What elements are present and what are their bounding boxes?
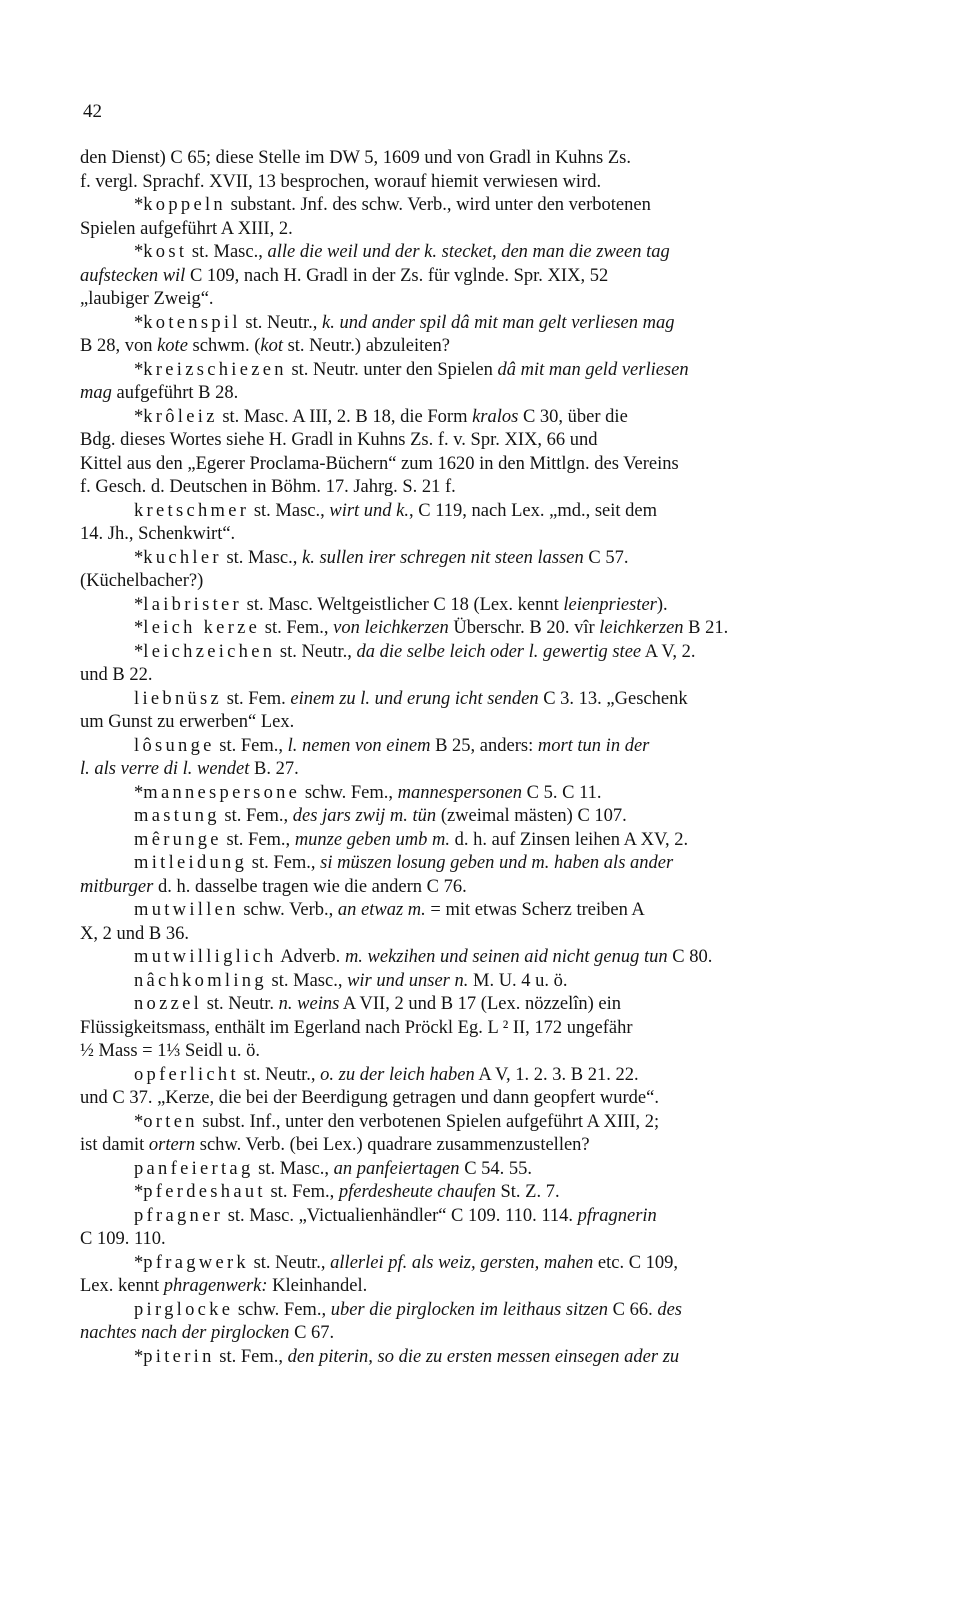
text-run: (Küchelbacher?) — [80, 571, 204, 591]
quotation-text: l. nemen von einem — [287, 735, 431, 756]
text-line — [80, 876, 868, 900]
text-run: st. Fem., — [265, 1182, 339, 1202]
headword: kreizschiezen — [143, 359, 287, 380]
text-run: st. Masc., — [249, 500, 330, 521]
text-run: C 54. 55. — [459, 1158, 533, 1179]
text-run: = mit etwas Scherz treiben A — [425, 900, 645, 920]
text-line — [80, 335, 868, 359]
headword: mutwillen — [134, 900, 239, 920]
text-run: den Dienst) C 65; diese Stelle im DW 5, 1609 und von Gradl in Kuhns Zs. — [80, 148, 632, 168]
text-run: st. Fem., — [214, 735, 288, 756]
text-run: * — [134, 641, 144, 662]
text-line — [80, 1017, 868, 1041]
text-line-content — [80, 664, 152, 688]
text-line — [134, 1111, 868, 1135]
text-run: subst. Inf., unter den verbotenen Spielen aufgeführt A XIII, 2; — [197, 1111, 660, 1132]
text-line-content — [80, 1134, 590, 1158]
text-line — [134, 1205, 868, 1229]
text-run: * — [134, 782, 144, 803]
text-run: Spielen aufgeführt A XIII, 2. — [80, 218, 293, 239]
quotation-text: kralos — [472, 406, 519, 427]
headword: pferdeshaut — [143, 1182, 266, 1202]
quotation-text: mort tun in der — [537, 735, 650, 756]
text-run: C 67. — [289, 1323, 335, 1343]
headword: pfragner — [134, 1205, 224, 1226]
text-line-content — [134, 1158, 532, 1182]
quotation-text: mitburger — [80, 876, 154, 897]
text-line-content — [134, 993, 621, 1017]
quotation-text: munze geben umb m. — [294, 829, 450, 850]
text-line-content — [80, 382, 238, 406]
quotation-text: des — [657, 1299, 683, 1320]
text-run: und B 22. — [80, 665, 153, 685]
text-run: * — [134, 195, 144, 215]
quotation-text: leienpriester — [563, 594, 657, 615]
text-run: * — [134, 1182, 144, 1202]
quotation-text: mannespersonen — [397, 782, 523, 803]
text-line-content — [134, 1299, 682, 1323]
text-line — [134, 359, 868, 383]
text-run: st. Fem., — [214, 1346, 288, 1367]
text-line-content — [134, 852, 673, 876]
text-line — [134, 194, 868, 218]
quotation-text: kot — [260, 336, 283, 356]
text-run: st. Neutr.) abzuleiten? — [282, 336, 450, 356]
text-run: ½ Mass = 1⅓ Seidl u. ö. — [80, 1041, 261, 1061]
text-line — [80, 1322, 868, 1346]
headword: laibrister — [143, 594, 243, 615]
text-run: 14. Jh., Schenkwirt“. — [80, 524, 236, 544]
quotation-text: an panfeiertagen — [333, 1158, 460, 1179]
text-run: st. Neutr., — [238, 1064, 321, 1085]
text-run: und C 37. „Kerze, die bei der Beerdigung getragen und dann geopfert wurde“. — [80, 1088, 659, 1108]
text-line-content — [134, 1064, 639, 1088]
text-line-content — [134, 1205, 657, 1229]
text-line-content — [80, 288, 214, 312]
text-line — [134, 1181, 868, 1205]
text-line-content — [134, 829, 688, 853]
text-run: C 3. 13. „Geschenk — [538, 688, 688, 709]
text-line-content — [134, 594, 668, 618]
quotation-text: l. als verre di l. wendet — [80, 759, 250, 779]
text-line-content — [80, 218, 293, 242]
text-run: X, 2 und B 36. — [80, 923, 189, 944]
quotation-text: pfragnerin — [577, 1205, 657, 1226]
text-run: C 80. — [667, 947, 713, 967]
quotation-text: wirt und k. — [329, 500, 410, 521]
quotation-text: uber die pirglocken im leithaus sitzen — [330, 1299, 608, 1320]
text-run: st. Neutr. — [202, 994, 279, 1014]
text-run: st. Neutr., — [275, 641, 357, 662]
quotation-text: phragenwerk: — [163, 1276, 268, 1296]
text-line — [134, 500, 868, 524]
text-run: * — [134, 1346, 144, 1367]
text-line — [134, 688, 868, 712]
quotation-text: wir und unser n. — [347, 970, 469, 991]
quotation-text: pferdesheute chaufen — [338, 1182, 496, 1202]
text-run: * — [134, 242, 144, 262]
text-line — [80, 711, 868, 735]
text-run: st. Fem., — [219, 806, 293, 826]
text-run: * — [134, 618, 144, 638]
text-run: st. Masc., — [253, 1158, 334, 1179]
text-line-content — [134, 1181, 560, 1205]
text-run: B. 27. — [249, 759, 299, 779]
headword: mêrunge — [134, 829, 222, 850]
text-line-content — [80, 1040, 260, 1064]
text-run: C 30, über die — [518, 406, 628, 427]
text-run: substant. Jnf. des schw. Verb., wird unter den verbotenen — [225, 195, 651, 215]
text-line-content — [80, 171, 601, 195]
quotation-text: k. und ander spil dâ mit man gelt verliesen mag — [321, 312, 675, 333]
headword: lôsunge — [134, 735, 215, 756]
headword: kretschmer — [134, 500, 250, 521]
text-line-content — [80, 1087, 659, 1111]
quotation-text: leichkerzen — [599, 618, 684, 638]
text-run: f. Gesch. d. Deutschen in Böhm. 17. Jahrg. S. 21 f. — [80, 477, 456, 497]
text-line — [80, 1134, 868, 1158]
quotation-text: n. weins — [278, 994, 340, 1014]
text-line-content — [80, 1228, 166, 1252]
text-line-content — [80, 265, 608, 289]
text-line-content — [80, 876, 467, 900]
text-run: ist damit — [80, 1135, 149, 1155]
text-run: „laubiger Zweig“. — [80, 289, 214, 309]
body-text — [80, 147, 868, 1369]
quotation-text: k. sullen irer schregen nit steen lassen — [302, 547, 584, 568]
text-run: st. Masc., — [187, 242, 268, 262]
text-run: C 109, nach H. Gradl in der Zs. für vglnde. Spr. XIX, 52 — [185, 265, 609, 286]
headword: opferlicht — [134, 1064, 239, 1085]
text-run: C 5. C 11. — [522, 782, 602, 803]
text-run: C 66. — [608, 1299, 658, 1320]
headword: mitleidung — [134, 853, 248, 873]
text-line — [134, 594, 868, 618]
text-run: Kittel aus den „Egerer Proclama-Büchern“ zum 1620 in den Mittlgn. des Vereins — [80, 453, 679, 474]
text-line — [134, 1158, 868, 1182]
headword: leichzeichen — [143, 641, 276, 662]
text-run: * — [134, 1252, 144, 1273]
text-run: Flüssigkeitsmass, enthält im Egerland nach Pröckl Eg. L ² II, 172 ungefähr — [80, 1017, 633, 1038]
text-line — [134, 946, 868, 970]
text-run: schw. Fem., — [300, 782, 398, 803]
text-line-content — [134, 946, 712, 970]
text-line-content — [80, 570, 203, 594]
text-run: st. Fem., — [260, 618, 334, 638]
text-run: * — [134, 359, 144, 380]
headword: kuchler — [143, 547, 222, 568]
text-run: B 28, von — [80, 336, 158, 356]
text-line — [80, 453, 868, 477]
text-line — [80, 218, 868, 242]
text-run: schwm. ( — [187, 336, 261, 356]
quotation-text: den piterin, so die zu ersten messen einsegen ader zu — [287, 1346, 680, 1367]
text-run: schw. Fem., — [233, 1299, 331, 1320]
text-line-content — [134, 735, 649, 759]
text-line-content — [80, 923, 189, 947]
text-line — [134, 852, 868, 876]
text-run: st. Masc. Weltgeistlicher C 18 (Lex. kennt — [242, 594, 564, 615]
text-line — [80, 758, 868, 782]
text-line — [80, 570, 868, 594]
text-line-content — [134, 241, 670, 265]
text-run: f. vergl. Sprachf. XVII, 13 besprochen, worauf hiemit verwiesen wird. — [80, 171, 602, 192]
text-line — [80, 382, 868, 406]
text-line — [80, 923, 868, 947]
text-line — [80, 265, 868, 289]
text-line — [134, 993, 868, 1017]
text-line — [80, 1228, 868, 1252]
text-line — [80, 1040, 868, 1064]
text-line — [134, 1299, 868, 1323]
text-run: d. h. auf Zinsen leihen A XV, 2. — [449, 829, 689, 850]
text-line-content — [134, 617, 728, 641]
text-run: ). — [656, 594, 668, 615]
text-line-content — [80, 1275, 367, 1299]
text-run: st. Neutr. unter den Spielen — [286, 359, 498, 380]
quotation-text: dâ mit man geld verliesen — [497, 359, 689, 380]
text-run: * — [134, 406, 144, 427]
quotation-text: da die selbe leich oder l. gewertig stee — [356, 641, 642, 662]
quotation-text: ortern — [148, 1135, 196, 1155]
text-run: (zweimal mästen) C 107. — [436, 806, 627, 826]
text-line-content — [80, 476, 456, 500]
text-line — [80, 1275, 868, 1299]
headword: orten — [143, 1111, 198, 1132]
quotation-text: einem zu l. und erung icht senden — [290, 688, 539, 709]
text-run: , C 119, nach Lex. „md., seit dem — [409, 500, 657, 521]
text-line-content — [134, 805, 627, 829]
text-run: C 57. — [583, 547, 629, 568]
quotation-text: nachtes nach der pirglocken — [80, 1323, 290, 1343]
text-line — [134, 735, 868, 759]
text-run: * — [134, 594, 144, 615]
text-line-content — [134, 1111, 659, 1135]
text-run: B 25, anders: — [430, 735, 538, 756]
text-line-content — [134, 194, 651, 218]
text-run: st. Masc., — [221, 547, 302, 568]
text-line-content — [80, 335, 450, 359]
page-number: 42 — [83, 101, 102, 122]
headword: mannespersone — [143, 782, 301, 803]
text-line — [80, 523, 868, 547]
text-line — [134, 312, 868, 336]
text-run: st. Masc., — [266, 970, 348, 991]
text-line — [134, 829, 868, 853]
text-run: schw. Verb., — [238, 900, 338, 920]
quotation-text: o. zu der leich haben — [320, 1064, 475, 1085]
text-line-content — [134, 688, 688, 712]
text-run: st. Fem. — [222, 688, 291, 709]
text-run: A V, 1. 2. 3. B 21. 22. — [474, 1064, 639, 1085]
text-run: M. U. 4 u. ö. — [468, 970, 568, 991]
headword: mastung — [134, 806, 220, 826]
headword: piterin — [143, 1346, 215, 1367]
headword: nâchkomling — [134, 970, 267, 991]
text-run: A VII, 2 und B 17 (Lex. nözzelîn) ein — [339, 994, 622, 1014]
text-line — [80, 429, 868, 453]
quotation-text: m. wekzihen und seinen aid nicht genug tun — [344, 947, 668, 967]
text-run: C 109. 110. — [80, 1229, 166, 1249]
text-line-content — [80, 1322, 334, 1346]
text-line — [80, 1087, 868, 1111]
text-line — [80, 664, 868, 688]
text-line-content — [134, 1346, 679, 1370]
text-run: d. h. dasselbe tragen wie die andern C 76. — [153, 876, 467, 897]
text-run: st. Fem., — [221, 829, 295, 850]
text-line-content — [80, 429, 598, 453]
headword: kotenspil — [143, 312, 241, 333]
text-line — [134, 1252, 868, 1276]
headword: liebnüsz — [134, 688, 223, 709]
text-run: * — [134, 547, 144, 568]
text-run: aufgeführt B 28. — [111, 383, 239, 403]
text-run: st. Neutr., — [240, 312, 322, 333]
text-line-content — [80, 147, 631, 171]
text-line-content — [80, 523, 235, 547]
headword: krôleiz — [143, 406, 218, 427]
text-line — [134, 1064, 868, 1088]
text-line — [80, 476, 868, 500]
text-line-content — [134, 359, 689, 383]
text-run: schw. Verb. (bei Lex.) quadrare zusammenzustellen? — [195, 1135, 590, 1155]
headword: mutwilliglich — [134, 947, 277, 967]
text-line — [134, 641, 868, 665]
headword: leich kerze — [143, 618, 261, 638]
text-line-content — [134, 312, 674, 336]
text-line — [134, 617, 868, 641]
text-line — [80, 288, 868, 312]
quotation-text: si müszen losung geben und m. haben als ander — [320, 853, 674, 873]
text-line-content — [134, 899, 645, 923]
text-line-content — [134, 500, 657, 524]
text-run: Kleinhandel. — [267, 1276, 368, 1296]
text-line — [80, 171, 868, 195]
text-line-content — [134, 1252, 678, 1276]
quotation-text: des jars zwij m. tün — [292, 806, 437, 826]
text-line-content — [80, 711, 294, 735]
text-line — [134, 782, 868, 806]
text-line — [134, 241, 868, 265]
text-line — [134, 547, 868, 571]
quotation-text: alle die weil und der k. stecket, den man die zween tag — [267, 242, 670, 262]
quotation-text: aufstecken wil — [80, 265, 186, 286]
text-run: um Gunst zu erwerben“ Lex. — [80, 712, 295, 732]
quotation-text: kote — [157, 336, 188, 356]
headword: pirglocke — [134, 1299, 234, 1320]
text-run: st. Fem., — [247, 853, 321, 873]
text-run: st. Masc. A III, 2. B 18, die Form — [217, 406, 473, 427]
text-line-content — [80, 453, 679, 477]
text-run: B 21. — [683, 618, 729, 638]
quotation-text: allerlei pf. als weiz, gersten, mahen — [330, 1252, 594, 1273]
text-line-content — [134, 641, 695, 665]
text-line-content — [80, 1017, 633, 1041]
text-run: st. Masc. „Victualienhändler“ C 109. 110. 114. — [223, 1205, 578, 1226]
text-line — [134, 1346, 868, 1370]
text-line-content — [134, 782, 602, 806]
text-run: Adverb. — [276, 947, 345, 967]
text-line — [80, 147, 868, 171]
headword: nozzel — [134, 994, 203, 1014]
text-run: Bdg. dieses Wortes siehe H. Gradl in Kuhns Zs. f. v. Spr. XIX, 66 und — [80, 430, 598, 450]
quotation-text: mag — [80, 383, 112, 403]
text-line-content — [134, 970, 568, 994]
text-line-content — [134, 406, 628, 430]
text-run: Lex. kennt — [80, 1276, 164, 1296]
headword: kost — [143, 242, 188, 262]
headword: koppeln — [143, 195, 226, 215]
quotation-text: an etwaz m. — [337, 900, 426, 920]
text-line — [134, 899, 868, 923]
text-run: * — [134, 312, 144, 333]
quotation-text: von leichkerzen — [333, 618, 449, 638]
headword: panfeiertag — [134, 1158, 254, 1179]
text-line-content — [80, 758, 299, 782]
headword: pfragwerk — [143, 1252, 249, 1273]
text-run: A V, 2. — [641, 641, 696, 662]
text-line — [134, 970, 868, 994]
text-run: * — [134, 1111, 144, 1132]
text-line — [134, 805, 868, 829]
text-run: Überschr. B 20. vîr — [448, 618, 600, 638]
text-run: St. Z. 7. — [495, 1182, 560, 1202]
text-line-content — [134, 547, 628, 571]
text-line — [134, 406, 868, 430]
text-run: etc. C 109, — [593, 1252, 679, 1273]
text-run: st. Neutr., — [248, 1252, 331, 1273]
